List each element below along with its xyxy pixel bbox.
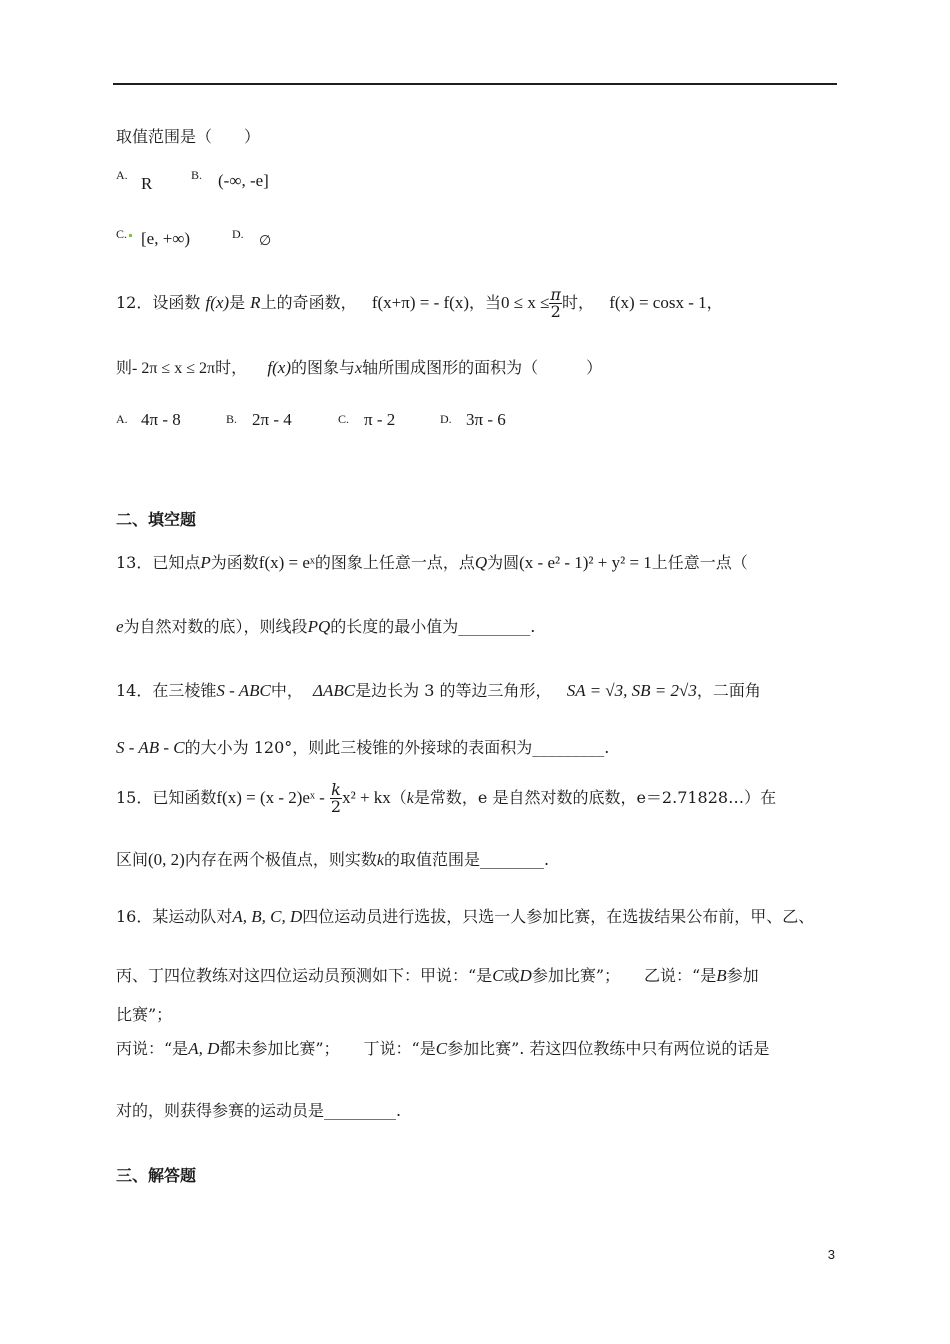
q12-text: 是: [229, 293, 246, 312]
q16-text: 参加比赛”； 乙说：“是: [531, 966, 717, 985]
q16-line1: [116, 906, 814, 928]
q12-text: 时，: [215, 358, 248, 377]
q12-text: 则: [116, 358, 133, 377]
q15-k: k: [406, 790, 414, 807]
q16-C2: C: [435, 1039, 448, 1058]
q12-equation-2: f(x) = cosx - 1: [609, 293, 707, 312]
q12-frac-num: π: [550, 285, 561, 304]
q11-tail: 取值范围是（ ）: [116, 127, 261, 146]
header-rule: [113, 83, 837, 85]
q12-text: 上的奇函数，: [260, 293, 357, 312]
section-heading-solutions: 三、解答题: [116, 1166, 197, 1185]
q12-fx2: f(x): [267, 358, 292, 377]
q16-C: C: [492, 966, 504, 985]
q14-pyramid: S - ABC: [216, 681, 271, 700]
q13-Q: Q: [474, 553, 488, 572]
q13-text: 的长度的最小值为_________.: [330, 617, 536, 636]
q11-option-a-label: A.: [116, 168, 128, 182]
q13-e: e: [116, 617, 124, 636]
q12-fx: f(x): [205, 293, 230, 312]
q16-line5: 对的，则获得参赛的运动员是_________.: [116, 1101, 402, 1120]
q14-text: 是边长为 3 的等边三角形，: [355, 681, 552, 700]
q11-option-d: ∅: [259, 234, 272, 249]
q16-text: 都未参加比赛”； 丁说：“是: [219, 1039, 436, 1058]
q13-function: f(x) = eˣ: [258, 553, 315, 572]
q15-function: f(x) = (x - 2)eˣ -: [216, 788, 325, 807]
q16-text: 四位运动员进行选拔，只选一人参加比赛，在选拔结果公布前，甲、乙、: [302, 907, 815, 926]
q16-text: 或: [503, 966, 520, 985]
q11-option-c: [e, +∞): [141, 229, 191, 248]
q13-text: 13．已知点: [116, 553, 201, 572]
q16-line3: 比赛”；: [116, 1005, 173, 1024]
q12-option-a: 4π - 8: [141, 410, 181, 429]
q12-option-d-label: D.: [440, 412, 452, 426]
q16-text: 参加比赛”. 若这四位教练中只有两位说的话是: [447, 1039, 770, 1058]
page-number: 3: [827, 1247, 835, 1262]
section-heading-fill-in: 二、填空题: [116, 510, 197, 529]
q13-P: P: [200, 553, 211, 572]
q12-equation-1: f(x+π) = - f(x): [371, 293, 469, 312]
q16-AD: A, D: [188, 1039, 220, 1058]
q15-text: 是常数，e 是自然对数的底数，e＝2.71828…）在: [413, 788, 777, 807]
q13-text: 的图象上任意一点，点: [314, 553, 475, 572]
q15-line2: [116, 849, 549, 872]
q12-option-c-label: C.: [338, 412, 350, 426]
q14-text: ，二面角: [696, 681, 761, 700]
q12-option-b-label: B.: [226, 412, 238, 426]
q16-B: B: [716, 966, 727, 985]
q12-R: R: [250, 293, 261, 312]
q13-text: 为圆: [487, 553, 520, 572]
q12-number: 12．设函数: [116, 293, 201, 312]
q15-text: （: [390, 788, 407, 807]
q14-text: 中，: [270, 681, 303, 700]
q11-option-c-label: C.: [116, 227, 132, 241]
q12-range: - 2π ≤ x ≤ 2π: [132, 360, 216, 377]
q12-comma: ，: [706, 293, 723, 312]
q16-line2: [116, 965, 759, 987]
q12-condition: 0 ≤ x ≤: [501, 293, 550, 312]
q12-line2: [116, 357, 602, 380]
q11-option-a: R: [141, 174, 153, 193]
q14-triangle: ΔABC: [313, 681, 356, 700]
q13-circle: (x - e² - 1)² + y² = 1: [519, 553, 652, 572]
q13-line2: [116, 616, 535, 638]
q16-athletes: A, B, C, D: [232, 907, 303, 926]
q12-x: x: [355, 360, 363, 377]
q15-text: 15．已知函数: [116, 788, 217, 807]
q16-D: D: [519, 966, 532, 985]
q12-text: ，当: [468, 293, 501, 312]
q15-interval: (0, 2): [148, 850, 185, 869]
q12-text: 时，: [561, 293, 594, 312]
q12-option-c: π - 2: [364, 410, 396, 429]
q12-option-b: 2π - 4: [252, 410, 292, 429]
q12-frac-den: 2: [550, 302, 561, 321]
q15-k2: k: [376, 852, 384, 869]
q11-option-b: (-∞, -e]: [218, 171, 269, 190]
q12-option-d: 3π - 6: [466, 410, 506, 429]
q15-k-over-2: [330, 782, 342, 815]
q14-line2: [116, 737, 609, 759]
q16-line4: [116, 1038, 769, 1060]
q14-dihedral: S - AB - C: [116, 738, 185, 757]
q15-function-tail: x² + kx: [342, 788, 391, 807]
q16-text: 丙说：“是: [116, 1039, 189, 1058]
q15-text: 区间: [116, 850, 149, 869]
q12-line1: [116, 287, 723, 320]
q12-text: 轴所围成图形的面积为（ ）: [362, 358, 603, 377]
q12-pi-over-2: [549, 287, 562, 320]
q15-frac-num: k: [331, 780, 341, 799]
q14-text: 14．在三棱锥: [116, 681, 217, 700]
q12-text: 的图象与: [291, 358, 356, 377]
q13-line1: [116, 552, 748, 574]
q11-option-d-label: D.: [232, 227, 244, 241]
q15-text: 的取值范围是________.: [383, 850, 550, 869]
q13-text: 为自然对数的底），则线段: [123, 617, 308, 636]
q12-option-a-label: A.: [116, 412, 128, 426]
q15-text: 内存在两个极值点，则实数: [184, 850, 377, 869]
q14-text: 的大小为 120°，则此三棱锥的外接球的表面积为_________.: [184, 738, 610, 757]
q15-line1: [116, 782, 776, 815]
q15-frac-den: 2: [330, 797, 342, 816]
q13-text: 上任意一点（: [651, 553, 748, 572]
green-marker-icon: [129, 234, 132, 237]
q16-text: 丙、丁四位教练对这四位运动员预测如下：甲说：“是: [116, 966, 493, 985]
q11-option-b-label: B.: [191, 168, 203, 182]
q14-line1: [116, 680, 761, 702]
q16-text: 参加: [726, 966, 759, 985]
q13-text: 为函数: [210, 553, 259, 572]
q14-lengths: SA = √3, SB = 2√3: [566, 681, 697, 700]
q13-PQ: PQ: [307, 617, 331, 636]
q16-text: 16．某运动队对: [116, 907, 233, 926]
